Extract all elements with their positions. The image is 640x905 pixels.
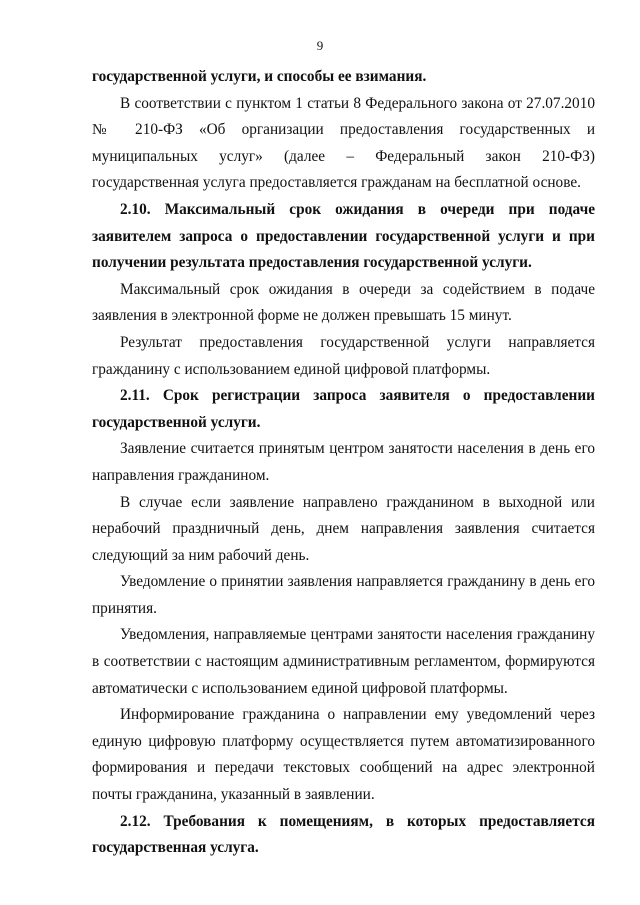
paragraph-heading-continuation: государственной услуги, и способы ее взимания. — [92, 68, 427, 85]
section-heading-2-12: 2.12. Требования к помещениям, в которых предоставляется государственная услуга. — [92, 812, 595, 857]
paragraph-email-informing: Информирование гражданина о направлении ему уведомлений через единую цифровую платформу осуществляется путем автоматизированного формирования и передачи текстовых сообщений на адрес электронной почты гражданина, указанный в заявлении. — [92, 706, 595, 804]
paragraph-holiday-rule: В случае если заявление направлено гражданином в выходной или нерабочий праздничный день, днем направления заявления считается следующий за ним рабочий день. — [92, 493, 595, 564]
paragraph-fee-basis: В соответствии с пунктом 1 статьи 8 Федерального закона от 27.07.2010 № 210-ФЗ «Об организации предоставления государственных и муниципальных услуг» (далее – Федеральный закон 210-ФЗ) государственная услуга предоставляется гражданам на бесплатной основе. — [92, 94, 595, 192]
paragraph-wait-time: Максимальный срок ожидания в очереди за содействием в подаче заявления в электронной форме не должен превышать 15 минут. — [92, 280, 595, 325]
paragraph-auto-notifications: Уведомления, направляемые центрами занятости населения гражданину в соответствии с настоящим административным регламентом, формируются автоматически с использованием единой цифровой платформы. — [92, 626, 595, 697]
paragraph-acceptance: Заявление считается принятым центром занятости населения в день его направления гражданином. — [92, 440, 595, 484]
section-heading-2-11: 2.11. Срок регистрации запроса заявителя о предоставлении государственной услуги. — [92, 387, 595, 431]
paragraph-notification: Уведомление о принятии заявления направляется гражданину в день его принятия. — [92, 573, 595, 617]
section-heading-2-10: 2.10. Максимальный срок ожидания в очереди при подаче заявителем запроса о предоставлении государственной услуги и при получении результата предоставления государственной услуги. — [92, 200, 595, 272]
page-number: 9 — [316, 38, 324, 53]
paragraph-result-delivery: Результат предоставления государственной услуги направляется гражданину с использованием единой цифровой платформы. — [92, 333, 595, 378]
document-body — [92, 64, 595, 862]
